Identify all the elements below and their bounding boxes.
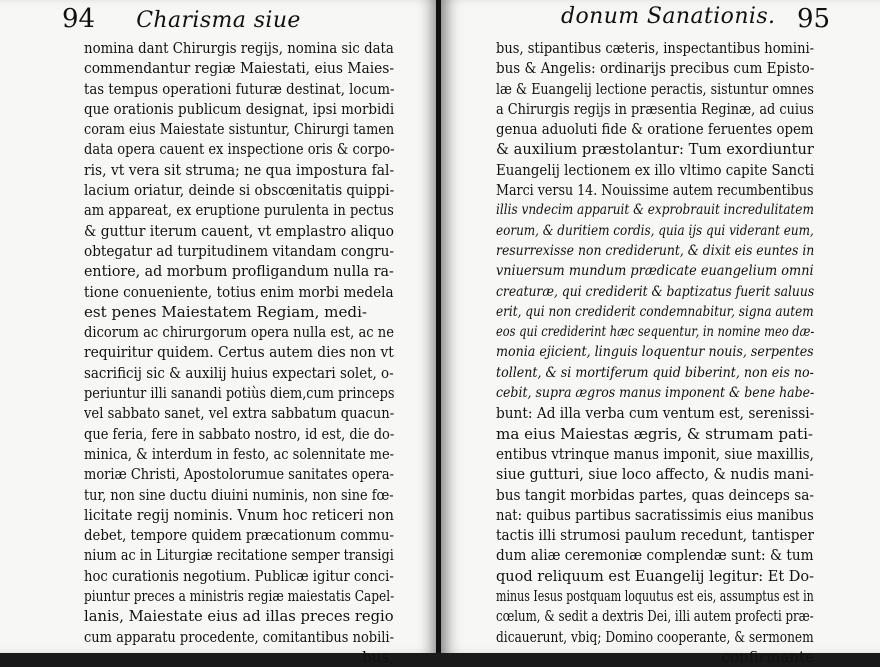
right-running-title: donum Sanationis. — [561, 4, 776, 29]
text-line: & auxilium præstolantur: Tum exordiuntur — [496, 140, 814, 159]
text-line: tactis illi strumosi paulum recedunt, tantisper — [496, 526, 814, 545]
left-page — [0, 0, 438, 666]
text-line: eos qui crediderint hæc sequentur, in nomine meo dæ- — [496, 324, 815, 341]
text-line: vel sabbato sanet, vel extra sabbatum quacun- — [84, 404, 395, 423]
text-line: confirmante — [721, 647, 814, 666]
text-line: tur, non sine ductu diuini numinis, non sine fœ- — [84, 485, 394, 504]
text-line: licitate regij nominis. Vnum hoc reticeri non — [84, 505, 394, 524]
right-page — [441, 0, 880, 666]
text-line: bus, stipantibus cæteris, inspectantibus homini- — [496, 39, 815, 57]
text-line: tione conueniente, totius enim morbi medela — [84, 282, 394, 301]
text-line: cœlum, & sedit a dextris Dei, illi autem profecti præ- — [496, 607, 814, 626]
text-line: periuntur illi sanandi potiùs diem,cum princeps — [84, 384, 395, 403]
text-line: entibus vtrinque manus imponit, siue maxillis, — [496, 444, 814, 463]
text-line: & guttur iterum cauent, vt emplastro aliquo — [84, 221, 395, 240]
left-body-text — [84, 38, 394, 667]
text-line: ris, vt vera sit struma; ne qua impostura fal- — [84, 160, 395, 179]
text-line: sacrificij sic & auxilij huius expectari solet, o- — [84, 363, 394, 382]
text-line: genua aduoluti fide & oratione feruentes opem — [496, 120, 814, 139]
text-line: dicauerunt, vbiq; Domino cooperante, & sermonem — [496, 627, 814, 646]
text-line: debet, tempore quidem præcationum commu- — [84, 526, 394, 545]
text-line: cebit, supra ægros manus imponent & bene habe- — [496, 385, 815, 402]
text-line: cum apparatu procedente, comitantibus nobili- — [84, 627, 394, 646]
text-line: piuntur preces a ministris regiæ maiestatis Capel- — [84, 587, 395, 606]
text-line: nium ac in Liturgiæ recitatione semper transigi — [84, 546, 394, 565]
text-line: am appareat, ex eruptione purulenta in pectus — [84, 201, 394, 220]
text-line: que orationis publicum designat, ipsi morbidi — [84, 99, 395, 118]
text-line: bus tangit morbidas partes, quas deinceps sa- — [496, 485, 814, 504]
text-line: quod reliquum est Euangelij legitur: Et Do- — [496, 566, 815, 585]
text-line: coram eius Maiestate sistuntur, Chirurgi tamen — [84, 120, 395, 139]
right-running-head — [561, 4, 831, 34]
text-line: ma eius Maiestas ægris, & strumam pati- — [496, 424, 813, 443]
text-line: nat: quibus partibus sacratissimis eius manibus — [496, 505, 814, 524]
text-line: bus, — [362, 647, 394, 666]
text-line: a Chirurgis regijs in præsentia Reginæ, ad cuius — [496, 99, 814, 118]
text-line: læ & Euangelij lectione peractis, sistuntur omnes — [496, 79, 814, 98]
text-line: bus & Angelis: ordinarijs precibus cum Episto- — [496, 59, 815, 78]
left-page-number: 94 — [62, 4, 96, 34]
text-line: Euangelij lectionem ex illo vltimo capite Sancti — [496, 160, 815, 179]
text-line: minica, & interdum in festo, ac solennitate me- — [84, 444, 395, 463]
text-line: monia ejicient, linguis loquentur nouis, serpentes — [496, 344, 814, 361]
text-line: que feria, fere in sabbato nostro, id est, die do- — [84, 424, 395, 443]
text-line: illis vndecim apparuit & exprobrauit incredulitatem — [496, 202, 814, 219]
text-line: erit, qui non crediderit condemnabitur, signa autem — [496, 303, 814, 320]
text-line: hoc curationis negotium. Publicæ igitur conci- — [84, 566, 394, 585]
text-line: bunt: Ad illa verba cum ventum est, serenissi- — [496, 404, 815, 423]
text-line: data opera cauent ex inspectione oris & corpo- — [84, 140, 395, 159]
right-page-number: 95 — [797, 4, 831, 34]
text-line: resurrexisse non crediderunt, & dixit eis euntes in — [496, 242, 815, 259]
text-line: obtegatur ad turpitudinem vitandam congru- — [84, 241, 395, 260]
text-line: nomina dant Chirurgis regijs, nomina sic data — [84, 39, 394, 57]
text-line: lacium oriatur, deinde si obscœnitatis quippi- — [84, 181, 395, 200]
text-line: eorum, & duritiem cordis, quia ijs qui viderant eum, — [496, 222, 814, 239]
text-line: tollent, & si mortiferum quid biberint, non eis no- — [496, 364, 814, 381]
text-line: dicorum ac chirurgorum opera nulla est, ac ne — [84, 323, 394, 342]
text-line: Marci versu 14. Nouissime autem recumbentibus — [496, 181, 814, 200]
text-line: requiritur quidem. Certus autem dies non vt — [84, 343, 394, 362]
text-line: est penes Maiestatem Regiam, medi- — [84, 302, 367, 321]
left-running-head — [62, 4, 301, 34]
text-line: entiore, ad morbum profligandum nulla ra- — [84, 262, 394, 281]
text-line: siue gutturi, siue loco affecto, & nudis mani- — [496, 465, 814, 484]
text-line: minus Iesus postquam loquutus est eis, assumptus est in — [496, 587, 814, 606]
text-line: creaturæ, qui crediderit & baptizatus fuerit saluus — [496, 283, 815, 300]
left-running-title: Charisma siue — [136, 8, 301, 33]
text-line: moriæ Christi, Apostolorumue sanitates opera- — [84, 465, 395, 484]
text-line: commendantur regiæ Maiestati, eius Maies- — [84, 59, 395, 78]
right-body-text — [496, 38, 814, 667]
text-line: dum aliæ ceremoniæ complendæ sunt: & tum — [496, 546, 814, 565]
text-line: tas tempus operationi futuræ destinat, locum- — [84, 79, 395, 98]
text-line: vniuersum mundum prædicate euangelium omni — [496, 263, 814, 280]
text-line: lanis, Maiestate eius ad illas preces regio — [84, 607, 394, 626]
